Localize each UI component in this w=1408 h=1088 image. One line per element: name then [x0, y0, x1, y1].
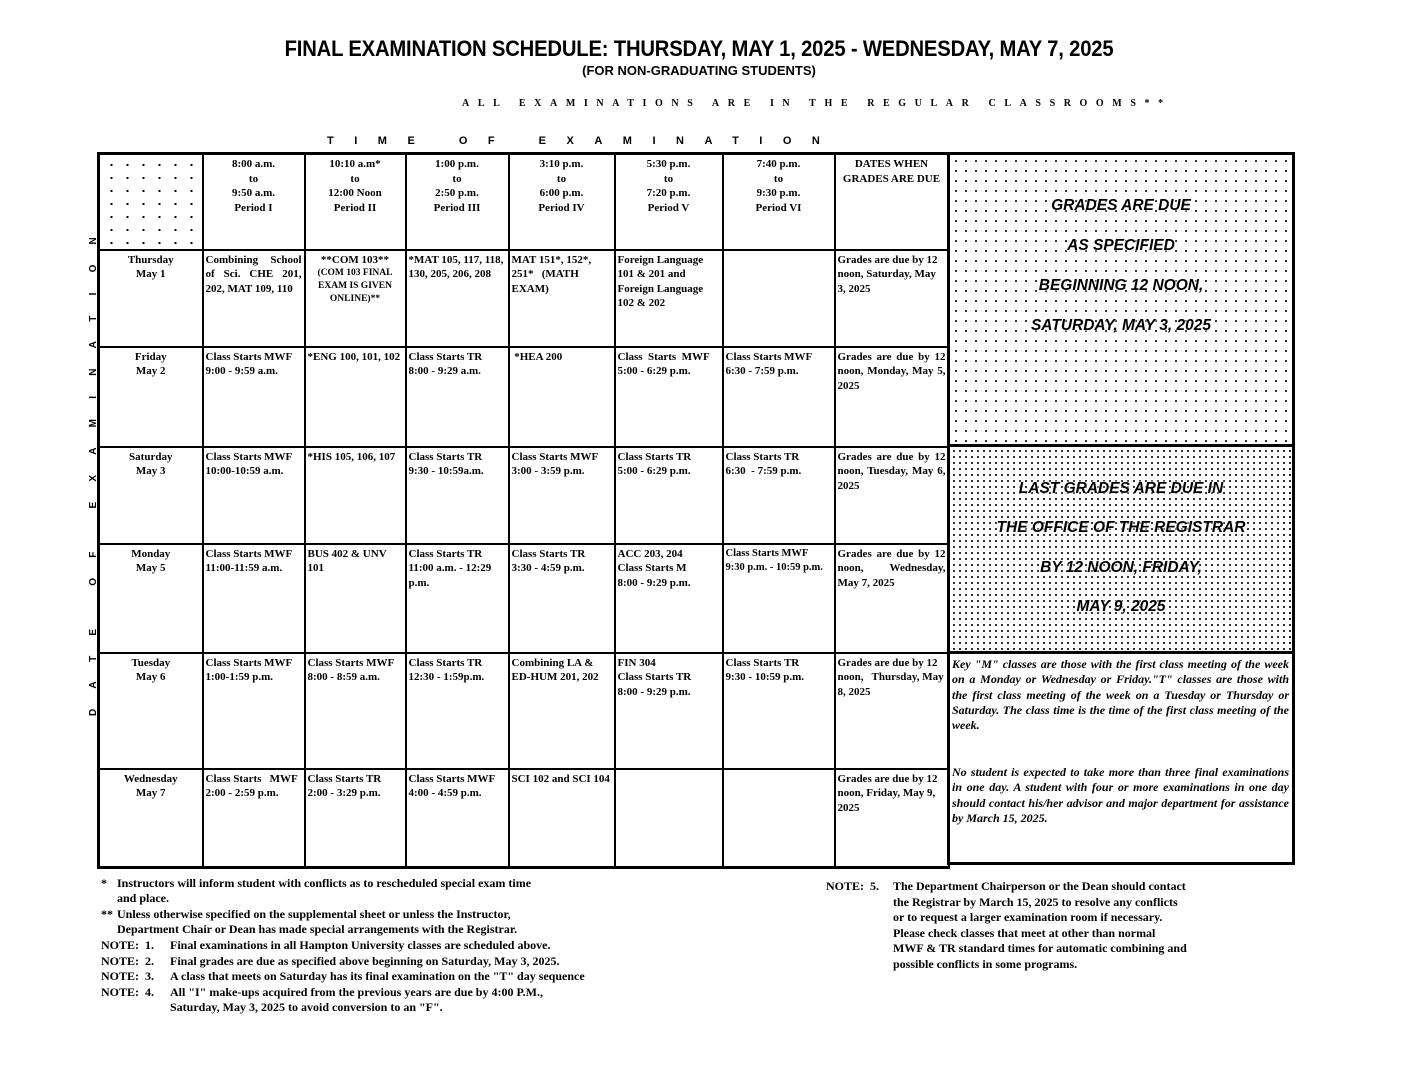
- page-title: FINAL EXAMINATION SCHEDULE: THURSDAY, MAY 1, 2025 - WEDNESDAY, MAY 7, 2025: [284, 36, 1114, 61]
- exam-cell: Class Starts MWF 3:00 - 3:59 p.m.: [509, 447, 615, 544]
- note-label: NOTE: 4.: [101, 985, 155, 999]
- period-header: 10:10 a.m* to 12:00 Noon Period II: [305, 154, 406, 250]
- last-grades-line: LAST GRADES ARE DUE IN: [1018, 480, 1224, 497]
- exam-cell: FIN 304 Class Starts TR 8:00 - 9:29 p.m.: [615, 653, 723, 769]
- exam-cell: ACC 203, 204 Class Starts M 8:00 - 9:29 p.m.: [615, 544, 723, 653]
- day-cell: Tuesday May 6: [99, 653, 203, 769]
- exam-cell: Combining LA & ED-HUM 201, 202: [509, 653, 615, 769]
- grades-due-cell: Grades are due by 12 noon, Tuesday, May 6, 2025: [835, 447, 949, 544]
- grades-due-line: GRADES ARE DUE: [1051, 197, 1191, 214]
- exam-cell: MAT 151*, 152*, 251* (MATH EXAM): [509, 250, 615, 347]
- exam-cell: Class Starts MWF 4:00 - 4:59 p.m.: [406, 769, 509, 868]
- exam-schedule-table: [97, 152, 950, 869]
- grades-due-cell: Grades are due by 12 noon, Monday, May 5, 2025: [835, 347, 949, 447]
- exam-cell: *HEA 200: [509, 347, 615, 447]
- key-text: Key "M" classes are those with the first class meeting of the week on a Monday or Wednesday or Friday."T" classes are those with the first class meeting of the week on a Tuesday or Thursday or Saturday. The class time is the time of the first class meeting of the week.: [952, 657, 1289, 733]
- note-text: All "I" make-ups acquired from the previous years are due by 4:00 P.M.,: [170, 985, 543, 999]
- exam-cell: *MAT 105, 117, 118, 130, 205, 206, 208: [406, 250, 509, 347]
- grades-due-box: [947, 152, 1295, 447]
- grades-due-cell: Grades are due by 12 noon, Friday, May 9, 2025: [835, 769, 949, 868]
- exam-cell: Class Starts MWF 5:00 - 6:29 p.m.: [615, 347, 723, 447]
- table-row: [99, 447, 949, 544]
- period-header: 3:10 p.m. to 6:00 p.m. Period IV: [509, 154, 615, 250]
- table-row: [99, 769, 949, 868]
- exam-cell: Combining School of Sci. CHE 201, 202, MAT 109, 110: [203, 250, 305, 347]
- period-header: 1:00 p.m. to 2:50 p.m. Period III: [406, 154, 509, 250]
- day-cell: Monday May 5: [99, 544, 203, 653]
- note-text: Final grades are due as specified above beginning on Saturday, May 3, 2025.: [170, 954, 560, 968]
- note-text: The Department Chairperson or the Dean should contact: [893, 879, 1186, 893]
- last-grades-line: THE OFFICE OF THE REGISTRAR: [996, 519, 1246, 536]
- exam-cell: [723, 250, 835, 347]
- exam-cell: Class Starts TR 8:00 - 9:29 a.m.: [406, 347, 509, 447]
- table-row: [99, 653, 949, 769]
- footnote-text: Unless otherwise specified on the supplemental sheet or unless the Instructor,: [117, 907, 511, 921]
- table-row: [99, 347, 949, 447]
- exam-limit-text: No student is expected to take more than three final examinations in one day. A student with four or more examinations in one day should contact his/her advisor and major department for assistance by March 15, 2025.: [952, 765, 1289, 825]
- grades-due-line: AS SPECIFIED: [1067, 237, 1175, 254]
- exam-cell: Class Starts TR 9:30 - 10:59a.m.: [406, 447, 509, 544]
- last-grades-box: [947, 444, 1295, 654]
- exam-cell: Class Starts MWF 8:00 - 8:59 a.m.: [305, 653, 406, 769]
- last-grades-line: MAY 9, 2025: [1076, 598, 1166, 615]
- note-text: the Registrar by March 15, 2025 to resolve any conflicts: [893, 895, 1178, 909]
- grades-due-header: DATES WHEN GRADES ARE DUE: [835, 154, 949, 250]
- exam-cell: Class Starts MWF 2:00 - 2:59 p.m.: [203, 769, 305, 868]
- exam-cell: Class Starts MWF 10:00-10:59 a.m.: [203, 447, 305, 544]
- exam-cell: Class Starts MWF 11:00-11:59 a.m.: [203, 544, 305, 653]
- note-text: Saturday, May 3, 2025 to avoid conversion to an "F".: [170, 1000, 443, 1014]
- note-text: possible conflicts in some programs.: [893, 957, 1078, 971]
- note-text: or to request a larger examination room if necessary.: [893, 910, 1163, 924]
- exam-cell: Class Starts TR 12:30 - 1:59p.m.: [406, 653, 509, 769]
- exam-cell: Class Starts MWF 6:30 - 7:59 p.m.: [723, 347, 835, 447]
- table-row: [99, 544, 949, 653]
- day-cell: Wednesday May 7: [99, 769, 203, 868]
- exam-cell: Class Starts TR 9:30 - 10:59 p.m.: [723, 653, 835, 769]
- exam-cell: Class Starts TR 2:00 - 3:29 p.m.: [305, 769, 406, 868]
- note-text: A class that meets on Saturday has its final examination on the "T" day sequence: [170, 969, 585, 983]
- exam-cell: Class Starts TR 3:30 - 4:59 p.m.: [509, 544, 615, 653]
- period-header: 8:00 a.m. to 9:50 a.m. Period I: [203, 154, 305, 250]
- exam-cell: Class Starts MWF 9:30 p.m. - 10:59 p.m.: [723, 544, 835, 653]
- note-text: MWF & TR standard times for automatic combining and: [893, 941, 1187, 955]
- note-label: NOTE: 2.: [101, 954, 155, 968]
- day-cell: Friday May 2: [99, 347, 203, 447]
- grades-due-cell: Grades are due by 12 noon, Wednesday, May 7, 2025: [835, 544, 949, 653]
- note-label: NOTE: 3.: [101, 969, 155, 983]
- grades-due-cell: Grades are due by 12 noon, Thursday, May 8, 2025: [835, 653, 949, 769]
- day-cell: Saturday May 3: [99, 447, 203, 544]
- note-text: Final examinations in all Hampton University classes are scheduled above.: [170, 938, 551, 952]
- exam-cell: SCI 102 and SCI 104: [509, 769, 615, 868]
- key-box: [947, 651, 1295, 865]
- exam-cell: Class Starts MWF 9:00 - 9:59 a.m.: [203, 347, 305, 447]
- exam-cell: BUS 402 & UNV 101: [305, 544, 406, 653]
- table-row: [99, 250, 949, 347]
- period-header: 5:30 p.m. to 7:20 p.m. Period V: [615, 154, 723, 250]
- footnote-text: Instructors will inform student with conflicts as to rescheduled special exam time: [117, 876, 532, 890]
- note-text: Please check classes that meet at other than normal: [893, 926, 1156, 940]
- grades-due-line: SATURDAY, MAY 3, 2025: [1030, 317, 1212, 334]
- footnote-text: and place.: [117, 891, 170, 905]
- corner-cell: [99, 154, 203, 250]
- exam-cell: [723, 769, 835, 868]
- grades-due-cell: Grades are due by 12 noon, Saturday, May 3, 2025: [835, 250, 949, 347]
- time-axis-label: TIME OF EXAMINATION: [327, 135, 841, 147]
- exam-cell: Foreign Language 101 & 201 and Foreign Language 102 & 202: [615, 250, 723, 347]
- grades-due-line: BEGINNING 12 NOON,: [1038, 277, 1204, 294]
- page-subtitle: (FOR NON-GRADUATING STUDENTS): [582, 63, 816, 78]
- exam-cell: Class Starts TR 5:00 - 6:29 p.m.: [615, 447, 723, 544]
- footnote-marker: *: [101, 876, 107, 890]
- exam-cell: **COM 103** (COM 103 FINAL EXAM IS GIVEN ONLINE)**: [305, 250, 406, 347]
- exam-cell: Class Starts TR 6:30 - 7:59 p.m.: [723, 447, 835, 544]
- day-cell: Thursday May 1: [99, 250, 203, 347]
- period-header: 7:40 p.m. to 9:30 p.m. Period VI: [723, 154, 835, 250]
- last-grades-line: BY 12 NOON, FRIDAY,: [1040, 559, 1202, 576]
- classrooms-note: ALL EXAMINATIONS ARE IN THE REGULAR CLASSROOMS**: [462, 98, 1172, 109]
- exam-cell: Class Starts TR 11:00 a.m. - 12:29 p.m.: [406, 544, 509, 653]
- note-label: NOTE: 5.: [826, 879, 880, 893]
- header-row: [99, 154, 949, 250]
- footnote-text: Department Chair or Dean has made special arrangements with the Registrar.: [117, 922, 518, 936]
- note-label: NOTE: 1.: [101, 938, 155, 952]
- exam-cell: [615, 769, 723, 868]
- exam-cell: *ENG 100, 101, 102: [305, 347, 406, 447]
- footnote-marker: **: [101, 907, 113, 921]
- exam-cell: Class Starts MWF 1:00-1:59 p.m.: [203, 653, 305, 769]
- exam-cell: *HIS 105, 106, 107: [305, 447, 406, 544]
- date-axis-label: DATE OF EXAMINATION: [88, 217, 99, 716]
